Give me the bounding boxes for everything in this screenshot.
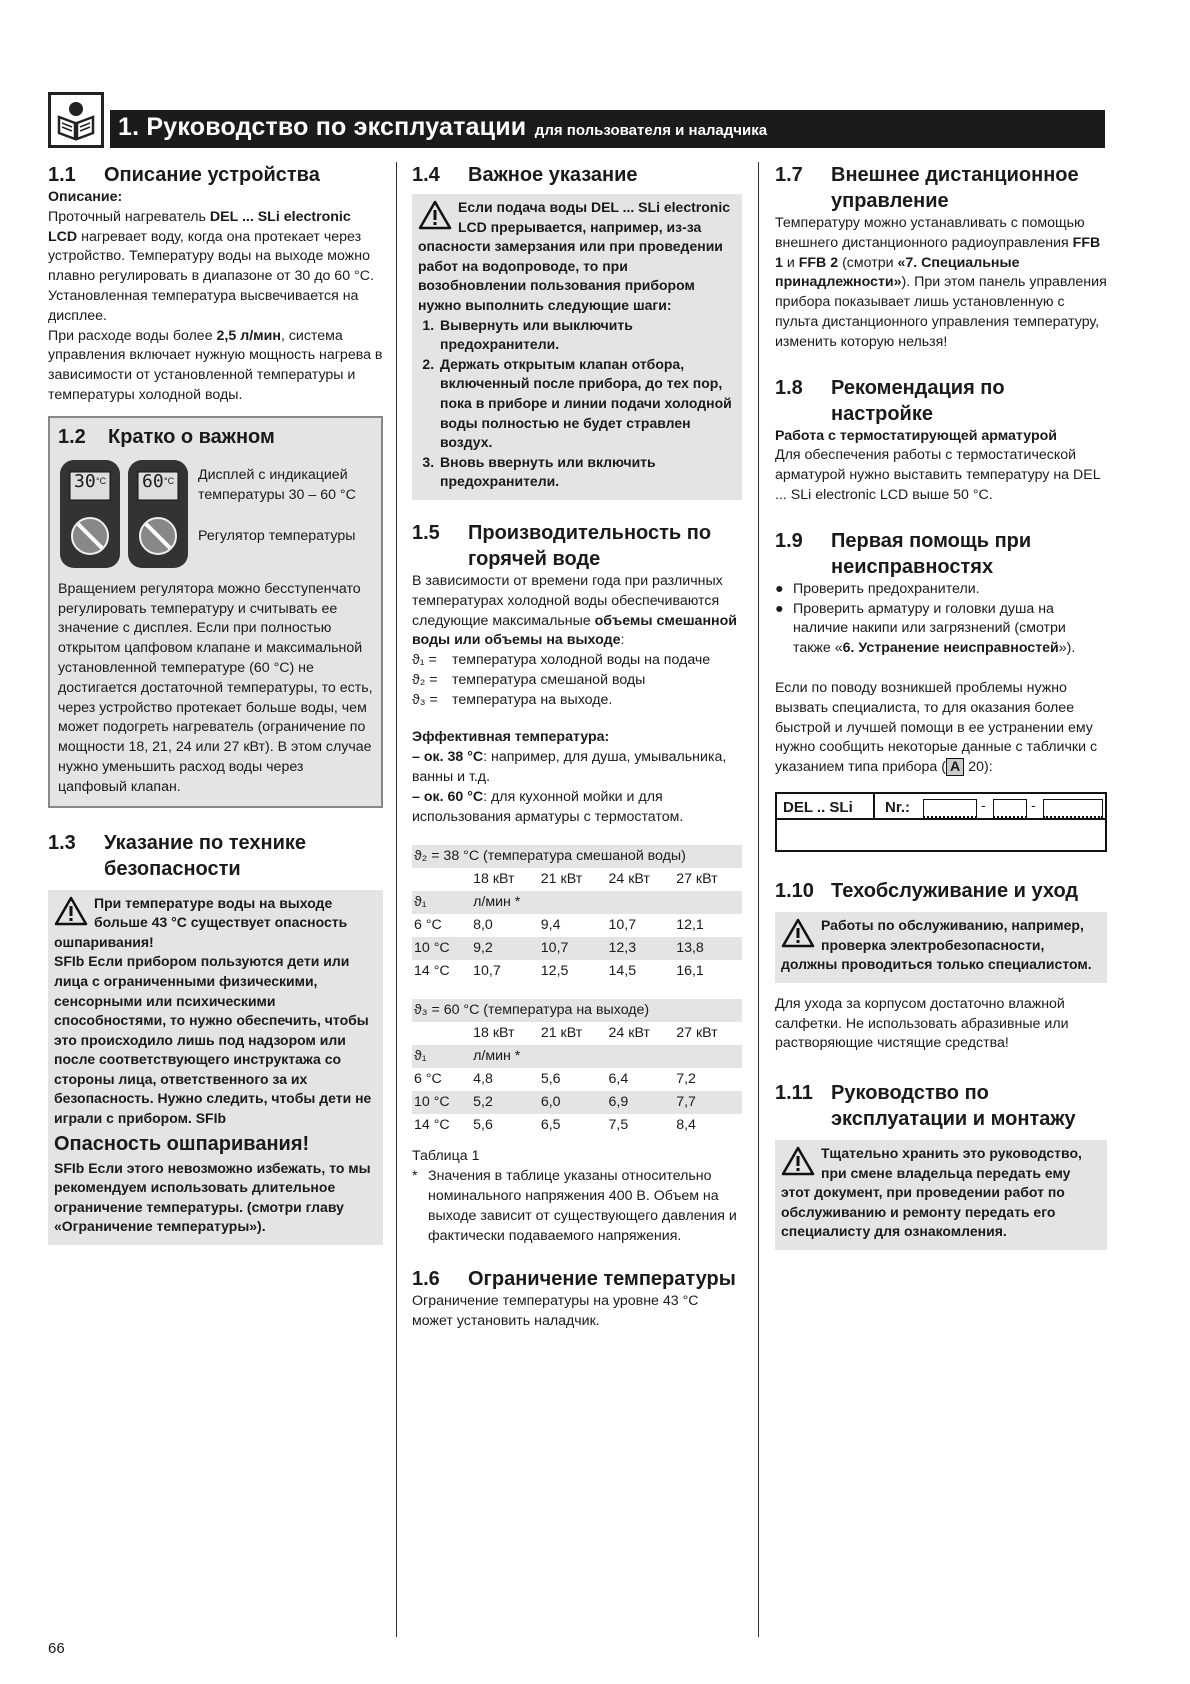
- effective-temp-label: Эффективная температура:: [412, 729, 610, 746]
- section-heading: 1.4 Важное указание: [412, 164, 638, 186]
- page-number: 66: [48, 1640, 65, 1657]
- performance-intro: В зависимости от времени года при различных температурах холодной воды обеспечиваются следующие максимальные объемы смешанной воды или объемы на выходе:: [412, 572, 737, 649]
- flow-paragraph: При расходе воды более 2,5 л/мин, система управления включает нужную мощность нагрева в зависимости от установленной температуры и температуры холодной воды.: [48, 327, 383, 403]
- step-item: 3. Вновь ввернуть или включить предохранители.: [438, 453, 736, 492]
- plate-number-label: Nr.:: [885, 798, 911, 816]
- column-divider: [758, 162, 759, 1637]
- plate-model: DEL .. SLi: [783, 798, 853, 816]
- serial-field: [1043, 799, 1103, 818]
- table-footnote: * Значения в таблице указаны относительно номинального напряжения 400 В. Объем на выходе зависит от существующего давления и фактически подаваемого напряжения.: [412, 1168, 737, 1244]
- flow-table-38: ϑ₂ = 38 °C (температура смешаной воды) 18 кВт 21 кВт 24 кВт 27 кВт ϑ₁ л/мин * 6 °C 8,0 9,4 10,7 12,1 10 °C 9,2 10,7 12,3 13,8 14 °C 10,7 12,5 14,5 16,1: [412, 845, 742, 983]
- step-item: 2. Держать открытым клапан отбора, включенный после прибора, до тех пор, пока в приборе и линии подачи холодной воды полностью не будет стравлен воздух.: [438, 355, 736, 453]
- symbol-legend-item: ϑ₃ = температура на выходе.: [412, 691, 613, 708]
- table-row: 14 °C 5,6 6,5 7,5 8,4: [414, 1117, 696, 1134]
- type-plate-form: DEL .. SLi Nr.: - -: [775, 792, 1107, 852]
- description-label: Описание:: [48, 189, 123, 205]
- warning-triangle-icon: [781, 918, 815, 948]
- steps-list: [418, 316, 736, 492]
- column-3: [775, 162, 1107, 1250]
- important-note-box: [412, 194, 742, 500]
- symbol-legend-item: ϑ₂ = температура смешаной воды: [412, 671, 646, 688]
- flow-table-60: ϑ₃ = 60 °C (температура на выходе) 18 кВт 21 кВт 24 кВт 27 кВт ϑ₁ л/мин * 6 °C 4,8 5,6 6,4 7,2 10 °C 5,2 6,0 6,9 7,7 14 °C 5,6 6,5 7,5 8,4: [412, 999, 742, 1137]
- step-item: 1. Вывернуть или выключить предохранители.: [438, 316, 736, 355]
- table-row: 14 °C 10,7 12,5 14,5 16,1: [414, 963, 704, 980]
- temperature-limit-text: Ограничение температуры на уровне 43 °C может установить наладчик.: [412, 1293, 699, 1330]
- remote-control-text: Температуру можно устанавливать с помощью внешнего дистанционного радиоуправления FFB 1 и FFB 2 (смотри «7. Специальные принадлежности»). При этом панель управления прибора показывает лишь установленную с пульта дистанционного управления температуру, изменить которую нельзя!: [775, 215, 1107, 350]
- column-1: [48, 162, 383, 1245]
- keep-manual-warning-box: [775, 1140, 1107, 1250]
- section-heading: 1.2 Кратко о важном: [58, 425, 275, 448]
- effective-temp-item: – ок. 38 °C: например, для душа, умывальника, ванны и т.д.: [412, 749, 727, 786]
- warning-text: Тщательно хранить это руководство, при смене владельца передать ему этот документ, при проведении работ по обслуживанию и ремонту передать его специалисту для ознакомления.: [781, 1145, 1082, 1240]
- table-caption: ϑ₃ = 60 °C (температура на выходе): [412, 999, 742, 1022]
- section-heading: 1.11 Руководство по эксплуатации и монтажу: [775, 1082, 1076, 1131]
- warning-text: SFIb Если прибором пользуются дети или лица с ограниченными физическими, сенсорными или психическими способностями, то нужно обеспечить, чтобы это происходило лишь под надзором или после соответствующего инструктажа со стороны лица, ответственного за их безопасность. Нужно следить, чтобы дети не играли с прибором. SFIb: [54, 953, 372, 1127]
- section-heading: 1.5 Производительность по горячей воде: [412, 521, 712, 570]
- section-heading: 1.9 Первая помощь при неисправностях: [775, 529, 1032, 578]
- list-item: ● Проверить предохранители.: [775, 580, 980, 597]
- section-heading: 1.8 Рекомендация по настройке: [775, 376, 1005, 425]
- danger-heading: Опасность ошпаривания!: [54, 1132, 310, 1155]
- service-info-text: Если по поводу возникшей проблемы нужно вызвать специалиста, то для оказания более быстрой и лучшей помощи в ее устранении ему нужно сообщить некоторые данные с таблички с указанием типа прибора ( A 20):: [775, 679, 1098, 776]
- symbol-legend-item: ϑ₁ = температура холодной воды на подаче: [412, 652, 711, 669]
- warning-text: SFIb Если этого невозможно избежать, то мы рекомендуем использовать длительное ограничение температуры. (смотри главу «Ограничение температуры»).: [54, 1159, 371, 1235]
- maintenance-warning-box: [775, 912, 1107, 983]
- thermostat-subheading: Работа с термостатирующей арматурой: [775, 427, 1057, 444]
- quick-overview-box: [48, 416, 383, 808]
- device-illustration: [58, 458, 373, 570]
- manual-reader-icon: [48, 92, 104, 148]
- note-intro: Если подача воды DEL ... SLi electronic LCD прерывается, например, из-за опасности замерзания или при проведении работ на водопроводе, то при возобновлении пользования прибором нужно выполнить следующие шаги:: [418, 199, 730, 313]
- effective-temp-item: – ок. 60 °C: для кухонной мойки и для использования арматуры с термостатом.: [412, 788, 684, 825]
- section-heading: 1.7 Внешнее дистанционное управление: [775, 164, 1079, 212]
- serial-field: [923, 799, 977, 818]
- display-unit: °C: [164, 475, 175, 486]
- chapter-title: 1. Руководство по эксплуатации: [118, 113, 527, 141]
- safety-warning-box: [48, 890, 383, 1246]
- display-unit: °C: [96, 475, 107, 486]
- table-row: 10 °C 9,2 10,7 12,3 13,8: [412, 937, 742, 960]
- thermostat-text: Для обеспечения работы с термостатической арматурой нужно выставить температуру на DEL ... SLi electronic LCD выше 50 °C.: [775, 447, 1101, 503]
- display-value: 30: [74, 470, 96, 492]
- table-row: 6 °C 4,8 5,6 6,4 7,2: [414, 1071, 696, 1088]
- care-text: Для ухода за корпусом достаточно влажной салфетки. Не использовать абразивные или растворяющие чистящие средства!: [775, 995, 1069, 1052]
- chapter-header: [110, 110, 1105, 148]
- warning-triangle-icon: [418, 200, 452, 230]
- table-row: 6 °C 8,0 9,4 10,7 12,1: [414, 917, 704, 934]
- warning-triangle-icon: [781, 1146, 815, 1176]
- chapter-subtitle: для пользователя и наладчика: [534, 122, 768, 139]
- section-heading: 1.6 Ограничение температуры: [412, 1268, 736, 1291]
- section-heading: 1.1 Описание устройства: [48, 164, 320, 186]
- display-label: Дисплей с индикацией температуры 30 – 60 °C: [198, 466, 356, 503]
- column-divider: [396, 162, 397, 1637]
- column-2: [412, 162, 742, 1332]
- section-heading: 1.3 Указание по технике безопасности: [48, 831, 307, 880]
- table-row: 10 °C 5,2 6,0 6,9 7,7: [412, 1091, 742, 1114]
- section-heading: 1.10 Техобслуживание и уход: [775, 879, 1079, 902]
- list-item: ● Проверить арматуру и головки душа на наличие накипи или загрязнений (смотри также «6. Устранение неисправностей»).: [775, 600, 1076, 657]
- warning-text: При температуре воды на выходе больше 43 °C существует опасность ошпаривания!: [54, 894, 348, 950]
- figure-ref-icon: A: [946, 758, 964, 776]
- table-label: Таблица 1: [412, 1148, 480, 1165]
- warning-text: Работы по обслуживанию, например, проверка электробезопасности, должны проводиться только специалистом.: [781, 916, 1092, 973]
- warning-triangle-icon: [54, 896, 88, 926]
- regulator-label: Регулятор температуры: [198, 528, 356, 545]
- display-value: 60: [142, 470, 164, 492]
- overview-text: Вращением регулятора можно бесступенчато регулировать температуру и считывать ее значение с дисплея. Если при полностью открытом цапфовом клапане и максимальной установленной температуре (60 °C) не достигается достаточной температуры, то есть, через устройство протекает больше воды, чем может подогреть нагреватель (ограничение по мощности 18, 21, 24 или 27 кВт). В этом случае нужно уменьшить расход воды через цапфовый клапан.: [58, 580, 373, 795]
- description-paragraph: Проточный нагреватель DEL ... SLi electronic LCD нагревает воду, когда она протекает через устройство. Температуру воды на выходе можно плавно регулировать в диапазоне от 30 до 60 °C. Установленная температура высвечивается на дисплее.: [48, 208, 374, 324]
- serial-field: [993, 799, 1027, 818]
- table-caption: ϑ₂ = 38 °C (температура смешаной воды): [412, 845, 742, 868]
